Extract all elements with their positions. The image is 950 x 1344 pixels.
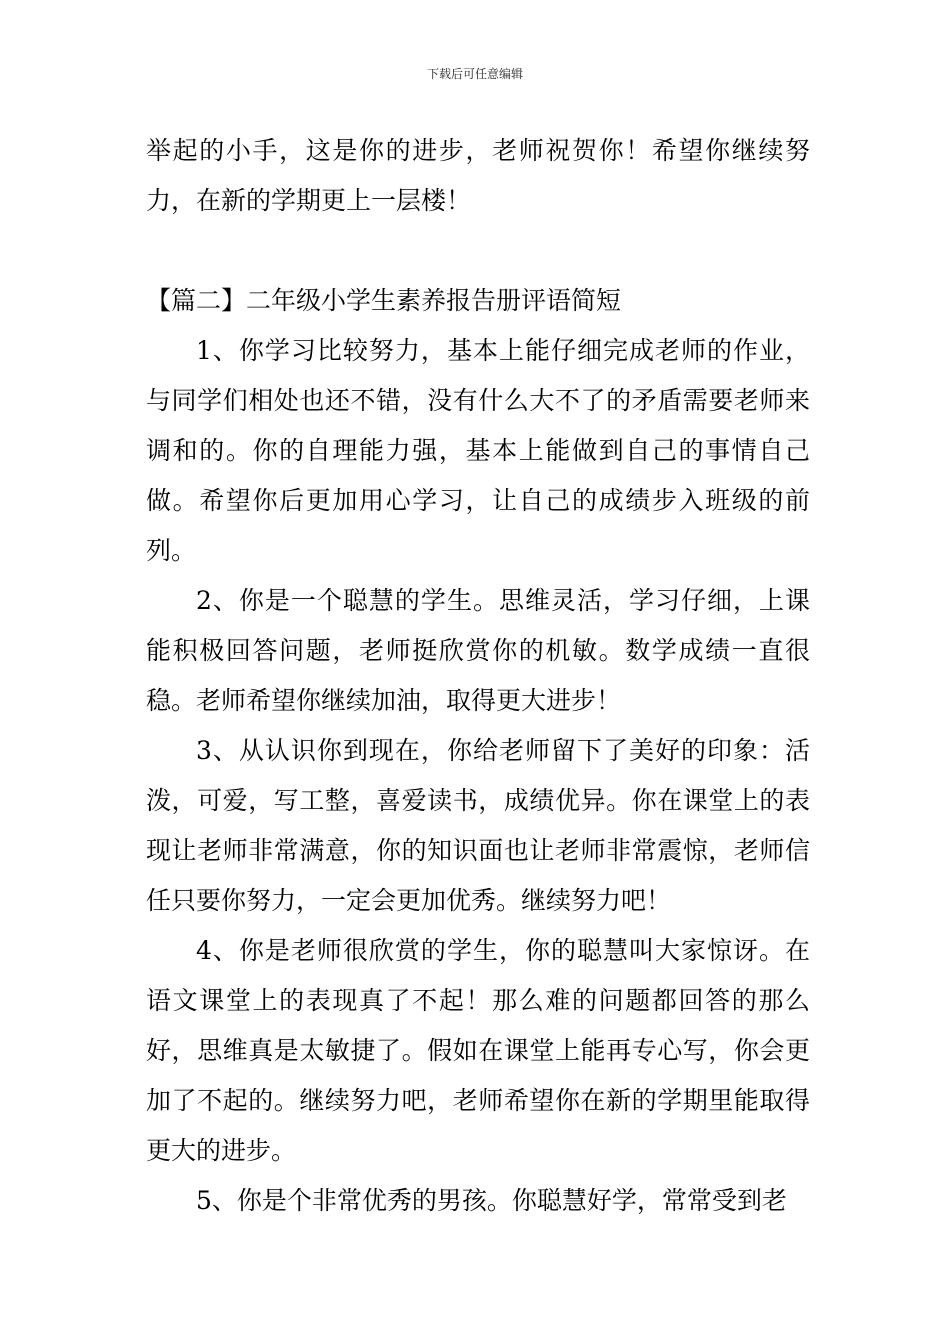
section-title: 【篇二】二年级小学生素养报告册评语简短	[146, 286, 622, 315]
comment-item-5: 5、你是个非常优秀的男孩。你聪慧好学，常常受到老	[196, 1186, 787, 1215]
page-header: 下载后可任意编辑	[426, 67, 523, 81]
comment-item-2: 2、你是一个聪慧的学生。思维灵活，学习仔细，上课能积极回答问题，老师挺欣赏你的机敏。数学成绩一直很稳。老师希望你继续加油，取得更大进步！	[146, 586, 810, 715]
comment-item-3: 3、从认识你到现在，你给老师留下了美好的印象：活泼，可爱，写工整，喜爱读书，成绩优异。你在课堂上的表现让老师非常满意，你的知识面也让老师非常震惊，老师信任只要你努力，一定会更加优秀。继续努力吧！	[146, 736, 810, 915]
section-gap	[146, 226, 810, 276]
comment-item-4: 4、你是老师很欣赏的学生，你的聪慧叫大家惊讶。在语文课堂上的表现真了不起！那么难的问题都回答的那么好，思维真是太敏捷了。假如在课堂上能再专心写，你会更加了不起的。继续努力吧，老师希望你在新的学期里能取得更大的进步。	[146, 936, 810, 1165]
document-body	[146, 126, 810, 1226]
continuation-paragraph: 举起的小手，这是你的进步，老师祝贺你！希望你继续努力，在新的学期更上一层楼！	[146, 136, 810, 215]
comment-item-1: 1、你学习比较努力，基本上能仔细完成老师的作业，与同学们相处也还不错，没有什么大不了的矛盾需要老师来调和的。你的自理能力强，基本上能做到自己的事情自己做。希望你后更加用心学习，让自己的成绩步入班级的前列。	[146, 336, 810, 565]
